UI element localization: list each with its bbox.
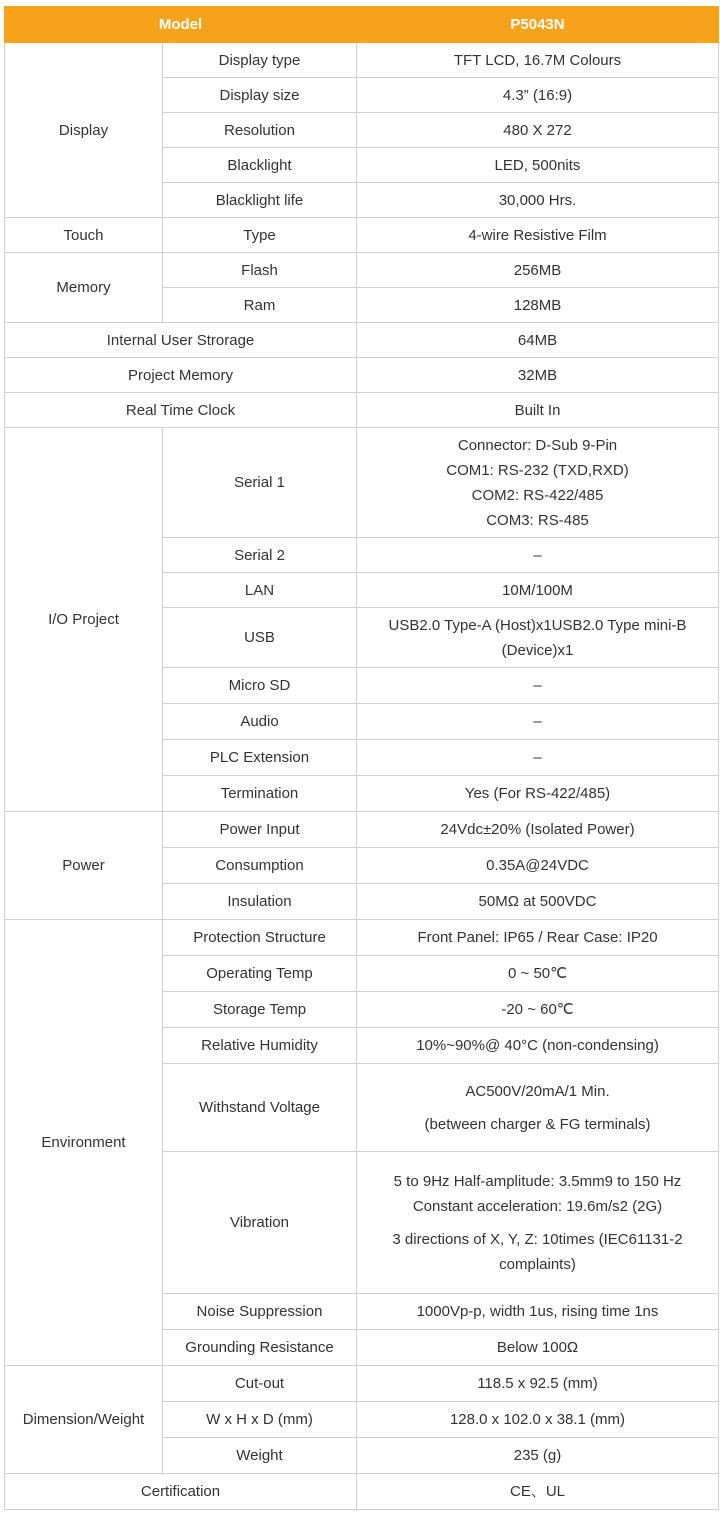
row-label: Weight (163, 1438, 357, 1474)
row-value: 0 ~ 50℃ (357, 956, 719, 992)
row-value: – (357, 704, 719, 740)
row-value: 24Vdc±20% (Isolated Power) (357, 812, 719, 848)
row-value (357, 428, 719, 538)
row-label: Display type (163, 43, 357, 78)
table-row (5, 323, 719, 358)
row-value: Built In (357, 393, 719, 428)
row-value: 30,000 Hrs. (357, 183, 719, 218)
group-environment: Environment (5, 920, 163, 1366)
paragraph-gap (363, 1219, 712, 1227)
table-header-row (5, 7, 719, 43)
row-value: 256MB (357, 253, 719, 288)
row-value: 128MB (357, 288, 719, 323)
table-row (5, 1474, 719, 1510)
spec-table (4, 6, 719, 1510)
row-label: LAN (163, 573, 357, 608)
row-value: – (357, 740, 719, 776)
row-label: Audio (163, 704, 357, 740)
row-label: USB (163, 608, 357, 668)
group-display: Display (5, 43, 163, 218)
row-label: Serial 2 (163, 538, 357, 573)
usb-line: USB2.0 Type-A (Host)x1USB2.0 Type mini-B (388, 616, 687, 634)
row-value: LED, 500nits (357, 148, 719, 183)
serial1-line: Connector: D-Sub 9-Pin (457, 436, 618, 454)
table-row (5, 920, 719, 956)
row-value: 480 X 272 (357, 113, 719, 148)
header-model-label: Model (5, 7, 357, 43)
row-label: Cut-out (163, 1366, 357, 1402)
paragraph-gap (363, 1104, 712, 1112)
row-value: 32MB (357, 358, 719, 393)
row-label: Grounding Resistance (163, 1330, 357, 1366)
spec-table-container (4, 6, 718, 1510)
row-value: 4.3” (16:9) (357, 78, 719, 113)
row-value: Front Panel: IP65 / Rear Case: IP20 (357, 920, 719, 956)
serial1-line: COM3: RS-485 (486, 511, 589, 529)
row-value: 0.35A@24VDC (357, 848, 719, 884)
table-row (5, 218, 719, 253)
vibration-line: 5 to 9Hz Half-amplitude: 3.5mm9 to 150 Hz (393, 1172, 682, 1190)
row-value: -20 ~ 60℃ (357, 992, 719, 1028)
row-label: Certification (5, 1474, 357, 1510)
withstand-line: (between charger & FG terminals) (424, 1115, 651, 1133)
row-label: Consumption (163, 848, 357, 884)
table-row (5, 812, 719, 848)
row-value: 235 (g) (357, 1438, 719, 1474)
vibration-line: Constant acceleration: 19.6m/s2 (2G) (412, 1197, 663, 1215)
table-row (5, 358, 719, 393)
row-value: Yes (For RS-422/485) (357, 776, 719, 812)
row-label: Relative Humidity (163, 1028, 357, 1064)
row-label: Noise Suppression (163, 1294, 357, 1330)
table-row (5, 393, 719, 428)
group-memory: Memory (5, 253, 163, 323)
row-value (357, 608, 719, 668)
vibration-line: 3 directions of X, Y, Z: 10times (IEC61131-2 (392, 1230, 683, 1248)
row-value: CE、UL (357, 1474, 719, 1510)
row-label: Withstand Voltage (163, 1064, 357, 1152)
row-value (357, 1064, 719, 1152)
row-label: Protection Structure (163, 920, 357, 956)
withstand-line: AC500V/20mA/1 Min. (465, 1082, 610, 1100)
row-label: Power Input (163, 812, 357, 848)
row-label: Vibration (163, 1152, 357, 1294)
row-label: Display size (163, 78, 357, 113)
row-label: Operating Temp (163, 956, 357, 992)
row-label: Micro SD (163, 668, 357, 704)
row-value: 128.0 x 102.0 x 38.1 (mm) (357, 1402, 719, 1438)
row-value: 10%~90%@ 40°C (non-condensing) (357, 1028, 719, 1064)
row-label: Resolution (163, 113, 357, 148)
row-label: Storage Temp (163, 992, 357, 1028)
serial1-line: COM1: RS-232 (TXD,RXD) (446, 461, 629, 479)
table-row (5, 428, 719, 538)
row-label: Flash (163, 253, 357, 288)
row-label: Blacklight (163, 148, 357, 183)
group-touch: Touch (5, 218, 163, 253)
serial1-line: COM2: RS-422/485 (471, 486, 604, 504)
row-label: Insulation (163, 884, 357, 920)
row-label: Blacklight life (163, 183, 357, 218)
row-label: Project Memory (5, 358, 357, 393)
row-value: 64MB (357, 323, 719, 358)
row-label: PLC Extension (163, 740, 357, 776)
row-label: Type (163, 218, 357, 253)
row-label: Termination (163, 776, 357, 812)
row-value: 10M/100M (357, 573, 719, 608)
row-label: W x H x D (mm) (163, 1402, 357, 1438)
row-value: – (357, 668, 719, 704)
row-value: 4-wire Resistive Film (357, 218, 719, 253)
row-value: 1000Vp-p, width 1us, rising time 1ns (357, 1294, 719, 1330)
vibration-line: complaints) (499, 1255, 576, 1273)
row-value: Below 100Ω (357, 1330, 719, 1366)
row-label: Ram (163, 288, 357, 323)
group-dimension: Dimension/Weight (5, 1366, 163, 1474)
row-value: – (357, 538, 719, 573)
table-row (5, 253, 719, 288)
group-power: Power (5, 812, 163, 920)
row-value: 50MΩ at 500VDC (357, 884, 719, 920)
row-label: Internal User Strorage (5, 323, 357, 358)
header-model-value: P5043N (357, 7, 719, 43)
group-io: I/O Project (5, 428, 163, 812)
row-value: 118.5 x 92.5 (mm) (357, 1366, 719, 1402)
usb-line: (Device)x1 (501, 641, 574, 659)
row-value (357, 1152, 719, 1294)
table-row (5, 43, 719, 78)
row-label: Real Time Clock (5, 393, 357, 428)
table-row (5, 1366, 719, 1402)
row-label: Serial 1 (163, 428, 357, 538)
row-value: TFT LCD, 16.7M Colours (357, 43, 719, 78)
